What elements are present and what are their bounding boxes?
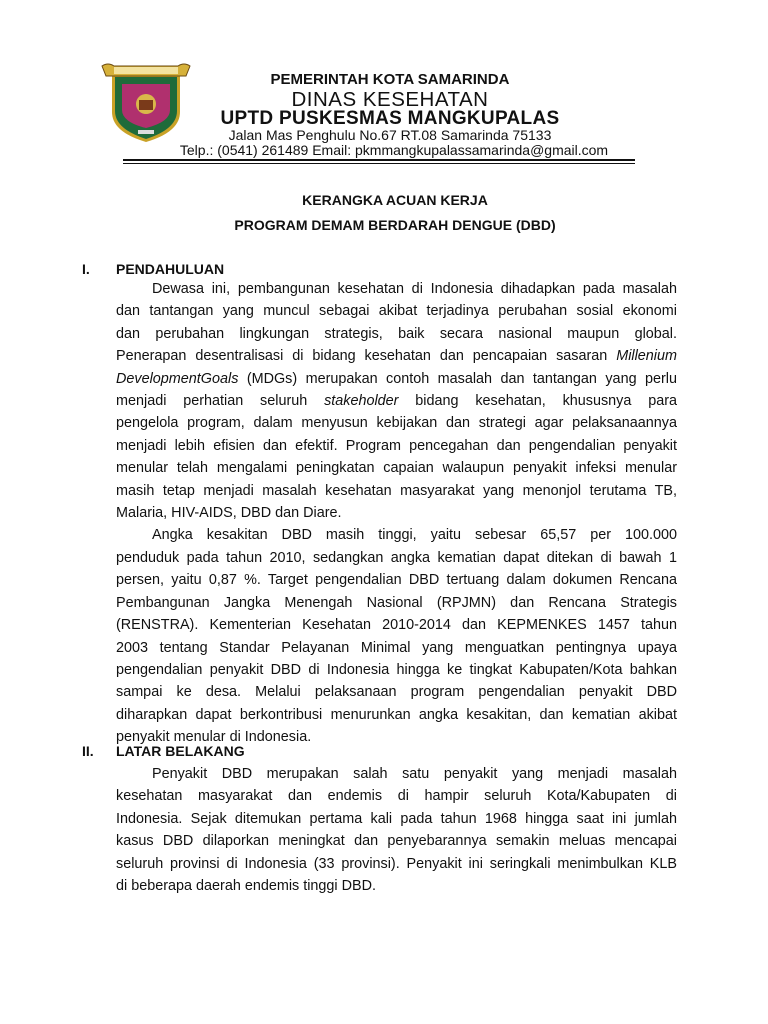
letterhead-agency: DINAS KESEHATAN [291,88,489,111]
text-line [116,345,677,367]
text-segment: bidang kesehatan, khususnya para [398,393,677,410]
text-segment: Malaria, HIV-AIDS, DBD dan Diare. [116,505,342,522]
document-subtitle: PROGRAM DEMAM BERDARAH DENGUE (DBD) [234,217,556,233]
text-segment: (MDGs) merupakan contoh masalah dan tantangan yang perlu [238,370,677,387]
text-segment: menular telah mengalami peningkatan capaian walaupun penyakit infeksi menular [116,460,677,477]
text-segment: persen, yaitu 0,87 %. Target pengendalian DBD tertuang dalam dokumen Rencana [116,572,677,589]
text-segment: masih tetap menjadi masalah kesehatan masyarakat yang menonjol terutama TB, [116,482,677,499]
text-line [116,830,677,852]
letterhead-rule [123,159,635,161]
text-segment: penyakit menular di Indonesia. [116,729,312,746]
section-title: LATAR BELAKANG [116,743,245,759]
letterhead-rule-thin [123,163,635,164]
text-line [116,323,677,345]
section-number: II. [82,743,94,759]
text-segment: diharapkan dapat berkontribusi menurunkan angka kesakitan, dan kematian akibat [116,706,677,723]
text-segment: Pembangunan Jangka Menengah Nasional (RPJMN) dan Rencana Strategis [116,594,677,611]
text-line [116,435,677,457]
text-segment: DevelopmentGoals [116,370,239,387]
text-line [116,763,677,785]
letterhead-contact: Telp.: (0541) 261489 Email: pkmmangkupalassamarinda@gmail.com [179,142,609,158]
section-number: I. [82,261,90,277]
text-line [116,390,677,412]
section-title: PENDAHULUAN [116,261,225,277]
text-segment: dan tantangan yang muncul sebagai akibat terjadinya perubahan sosial ekonomi [116,303,677,320]
text-line [116,278,677,300]
text-line [116,875,677,897]
text-line [116,480,677,502]
text-segment: penduduk pada tahun 2010, sedangkan angka kematian dapat ditekan di bawah 1 [116,549,677,566]
text-segment: Angka kesakitan DBD masih tinggi, yaitu sebesar 65,57 per 100.000 [152,527,677,544]
text-line [116,569,677,591]
text-line [116,808,677,830]
text-segment: di beberapa daerah endemis tinggi DBD. [116,878,376,895]
text-line [116,681,677,703]
text-segment: stakeholder [324,393,399,410]
text-segment: Indonesia. Sejak ditemukan pertama kali pada tahun 1968 hingga saat ini jumlah [116,810,677,827]
letterhead-unit: UPTD PUSKESMAS MANGKUPALAS [220,108,560,129]
text-line [116,412,677,434]
text-segment: kasus DBD dilaporkan meningkat dan penyebarannya semakin meluas mencapai [116,833,677,850]
text-line [116,659,677,681]
text-segment: Penerapan desentralisasi di bidang kesehatan dan pencapaian sasaran [116,348,617,365]
section-body [116,763,677,897]
letterhead-address: Jalan Mas Penghulu No.67 RT.08 Samarinda 75133 [228,127,552,143]
document-title: KERANGKA ACUAN KERJA [302,192,488,208]
text-line [116,614,677,636]
text-segment: dan perubahan lingkungan strategis, baik secara nasional maupun global. [116,325,677,342]
text-line [116,524,677,546]
text-segment: pengelola program, dalam menyusun kebijakan dan strategi agar pelaksanaannya [116,415,677,432]
text-line [116,300,677,322]
text-segment: Dewasa ini, pembangunan kesehatan di Indonesia dihadapkan pada masalah [152,281,677,297]
text-segment: 2003 tentang Standar Pelayanan Minimal yang menguatkan pentingnya upaya [116,639,677,656]
text-line [116,547,677,569]
text-line [116,637,677,659]
text-segment: menjadi lebih efisien dan efektif. Program pencegahan dan pengendalian penyakit [116,437,677,454]
text-line [116,853,677,875]
text-segment: Penyakit DBD merupakan salah satu penyakit yang menjadi masalah [152,766,677,782]
text-segment: Millenium [616,348,677,365]
text-segment: (RENSTRA). Kementerian Kesehatan 2010-2014 dan KEPMENKES 1457 tahun [116,617,677,634]
text-line [116,457,677,479]
text-line [116,592,677,614]
text-line [116,368,677,390]
text-line [116,785,677,807]
text-line [116,704,677,726]
text-segment: seluruh provinsi di Indonesia (33 provinsi). Penyakit ini seringkali menimbulkan KLB [116,855,677,872]
text-segment: kesehatan masyarakat dan endemis di hampir seluruh Kota/Kabupaten di [116,788,677,805]
letterhead-government: PEMERINTAH KOTA SAMARINDA [270,71,510,88]
section-body [116,278,677,749]
text-segment: pengendalian penyakit DBD di Indonesia hingga ke tingkat Kabupaten/Kota bahkan [116,661,677,678]
text-segment: menjadi perhatian seluruh [116,393,325,410]
text-segment: sampai ke desa. Melalui pelaksanaan program pengendalian penyakit DBD [116,684,677,701]
text-line [116,502,677,524]
